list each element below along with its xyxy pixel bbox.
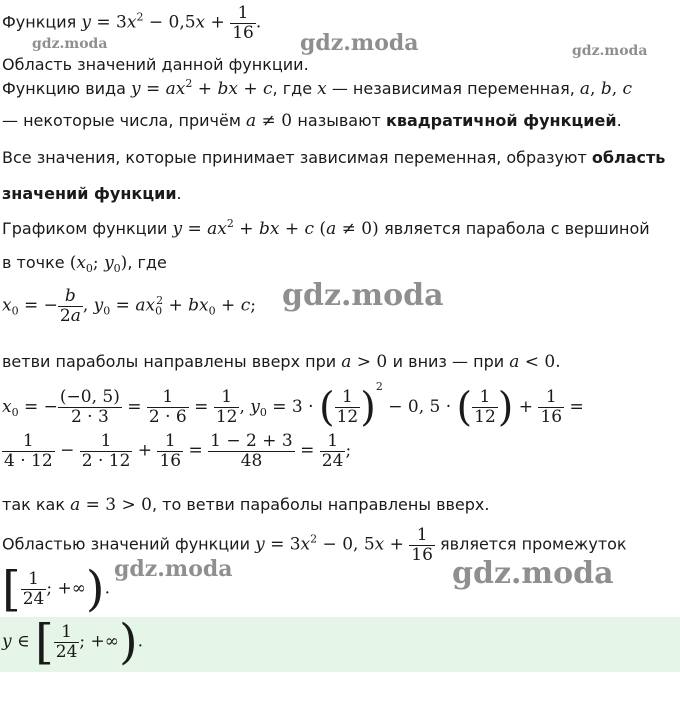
watermark: gdz.moda	[452, 556, 614, 591]
conclusion-line: так как a = 3 > 0, то ветви параболы направлены вверх.	[2, 495, 490, 515]
term-range: область	[591, 148, 666, 167]
branches-rule: ветви параболы направлены вверх при a > 0 и вниз — при a < 0.	[2, 352, 561, 372]
term-quadratic: квадратичной функцией	[385, 111, 617, 130]
watermark: gdz.moda	[300, 30, 419, 56]
term-range: значений функции	[2, 184, 177, 203]
range-definition: Все значения, которые принимает зависимая переменная, образуют область	[2, 148, 666, 167]
watermark: gdz.moda	[572, 43, 648, 59]
function-statement: Функция $y = 3x^2 - 0,5x$ + $\frac{1}{16}$ .	[2, 3, 262, 43]
vertex-formula: $x_0$ = − $\frac{b}{2a}$ , $y_0 = ax_0^2 + bx_0 + c$;	[2, 286, 256, 326]
definition-line: Функцию вида $y = ax^2$ + bx + c, где x — независимая переменная, a, b, c	[2, 77, 633, 99]
watermark: gdz.moda	[32, 36, 108, 52]
graph-line: в точке ($x_0$; $y_0$), где	[2, 253, 167, 275]
conclusion-line: Областью значений функции $y = 3x^2 - 0$, 5x + $\frac{1}{16}$ является промежуток	[2, 525, 627, 565]
interval: [ $\frac{1}{24}$ ; +∞).	[2, 561, 111, 617]
vertex-computation: $\frac{1}{4 \cdot 12}$ − $\frac{1}{2 \cdot 12}$ + $\frac{1}{16}$ = $\frac{1 - 2 + 3}{48}$ = $\frac{1}{24}$ ;	[4, 431, 352, 471]
graph-line: Графиком функции $y = ax^2$ + bx + c (a ≠ 0) является парабола с вершиной	[2, 217, 650, 239]
vertex-computation: $x_0$ = − $\frac{(-0, 5)}{2 \cdot 3}$ = $\frac{1}{2 \cdot 6}$ = $\frac{1}{12}$ , $y_0 = 3$ · ( $\frac{1}{12}$ )$^2$ − 0, 5 · ( $\frac{1}{12}$ ) + $\frac{1}{16}$ =	[2, 380, 584, 431]
answer: y ∈ [ $\frac{1}{24}$ ; +∞).	[2, 614, 144, 670]
definition-line: — некоторые числа, причём a ≠ 0 называют квадратичной функцией.	[2, 111, 622, 131]
task-line: Область значений данной функции.	[2, 55, 309, 74]
watermark: gdz.moda	[114, 556, 233, 582]
watermark: gdz.moda	[282, 278, 444, 313]
range-definition: значений функции.	[2, 184, 182, 203]
